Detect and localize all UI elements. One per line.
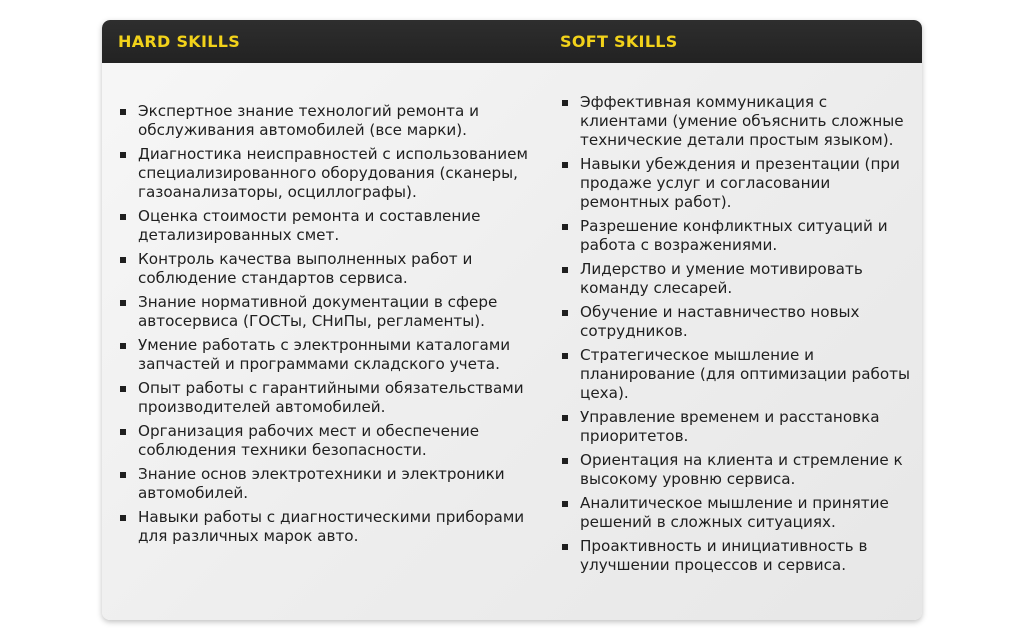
soft-skills-title: SOFT SKILLS	[560, 32, 678, 51]
bullet-icon	[120, 152, 126, 158]
list-item	[118, 145, 532, 202]
bullet-icon	[120, 343, 126, 349]
list-item	[560, 346, 910, 403]
hard-skills-title: HARD SKILLS	[118, 32, 241, 51]
bullet-icon	[562, 310, 568, 316]
list-item	[118, 422, 532, 460]
bullet-icon	[120, 386, 126, 392]
bullet-icon	[120, 472, 126, 478]
list-item	[118, 102, 532, 140]
list-item	[118, 508, 532, 546]
skill-text: Ориентация на клиента и стремление к высокому уровню сервиса.	[580, 451, 903, 488]
skill-text: Навыки убеждения и презентации (при продаже услуг и согласовании ремонтных работ).	[580, 155, 900, 211]
skill-text: Экспертное знание технологий ремонта и обслуживания автомобилей (все марки).	[138, 102, 480, 139]
skill-text: Знание основ электротехники и электроники автомобилей.	[138, 465, 505, 502]
list-item	[118, 250, 532, 288]
skill-text: Оценка стоимости ремонта и составление детализированных смет.	[138, 207, 481, 244]
bullet-icon	[562, 267, 568, 273]
skill-text: Управление временем и расстановка приоритетов.	[580, 408, 880, 445]
skill-text: Знание нормативной документации в сфере автосервиса (ГОСТы, СНиПы, регламенты).	[138, 293, 498, 330]
bullet-icon	[120, 515, 126, 521]
list-item	[560, 155, 910, 212]
skill-text: Организация рабочих мест и обеспечение соблюдения техники безопасности.	[138, 422, 480, 459]
list-item	[560, 93, 910, 150]
bullet-icon	[562, 501, 568, 507]
list-item	[560, 494, 910, 532]
skill-text: Разрешение конфликтных ситуаций и работа с возражениями.	[580, 217, 888, 254]
skill-text: Эффективная коммуникация с клиентами (умение объяснить сложные технические детали простым языком).	[580, 93, 904, 149]
bullet-icon	[562, 224, 568, 230]
list-item	[560, 217, 910, 255]
list-item	[560, 451, 910, 489]
skill-text: Опыт работы с гарантийными обязательствами производителей автомобилей.	[138, 379, 524, 416]
skill-text: Диагностика неисправностей с использованием специализированного оборудования (сканеры, газоанализаторы, осциллографы).	[138, 145, 528, 201]
bullet-icon	[120, 214, 126, 220]
hard-skills-list	[118, 102, 532, 551]
list-item	[560, 408, 910, 446]
list-item	[118, 379, 532, 417]
skill-text: Стратегическое мышление и планирование (для оптимизации работы цеха).	[580, 346, 911, 402]
skills-header	[102, 20, 922, 63]
skill-text: Обучение и наставничество новых сотрудников.	[580, 303, 860, 340]
bullet-icon	[120, 429, 126, 435]
skill-text: Аналитическое мышление и принятие решений в сложных ситуациях.	[580, 494, 889, 531]
bullet-icon	[562, 162, 568, 168]
list-item	[118, 207, 532, 245]
skills-card	[102, 20, 922, 620]
bullet-icon	[562, 415, 568, 421]
bullet-icon	[562, 100, 568, 106]
skill-text: Проактивность и инициативность в улучшении процессов и сервиса.	[580, 537, 868, 574]
list-item	[118, 465, 532, 503]
bullet-icon	[120, 109, 126, 115]
skill-text: Контроль качества выполненных работ и соблюдение стандартов сервиса.	[138, 250, 473, 287]
list-item	[560, 537, 910, 575]
bullet-icon	[562, 544, 568, 550]
skill-text: Умение работать с электронными каталогами запчастей и программами складского учета.	[138, 336, 511, 373]
list-item	[118, 336, 532, 374]
bullet-icon	[562, 353, 568, 359]
skill-text: Навыки работы с диагностическими приборами для различных марок авто.	[138, 508, 525, 545]
bullet-icon	[120, 257, 126, 263]
skill-text: Лидерство и умение мотивировать команду слесарей.	[580, 260, 863, 297]
list-item	[560, 303, 910, 341]
list-item	[560, 260, 910, 298]
soft-skills-list	[560, 93, 910, 580]
bullet-icon	[120, 300, 126, 306]
list-item	[118, 293, 532, 331]
bullet-icon	[562, 458, 568, 464]
